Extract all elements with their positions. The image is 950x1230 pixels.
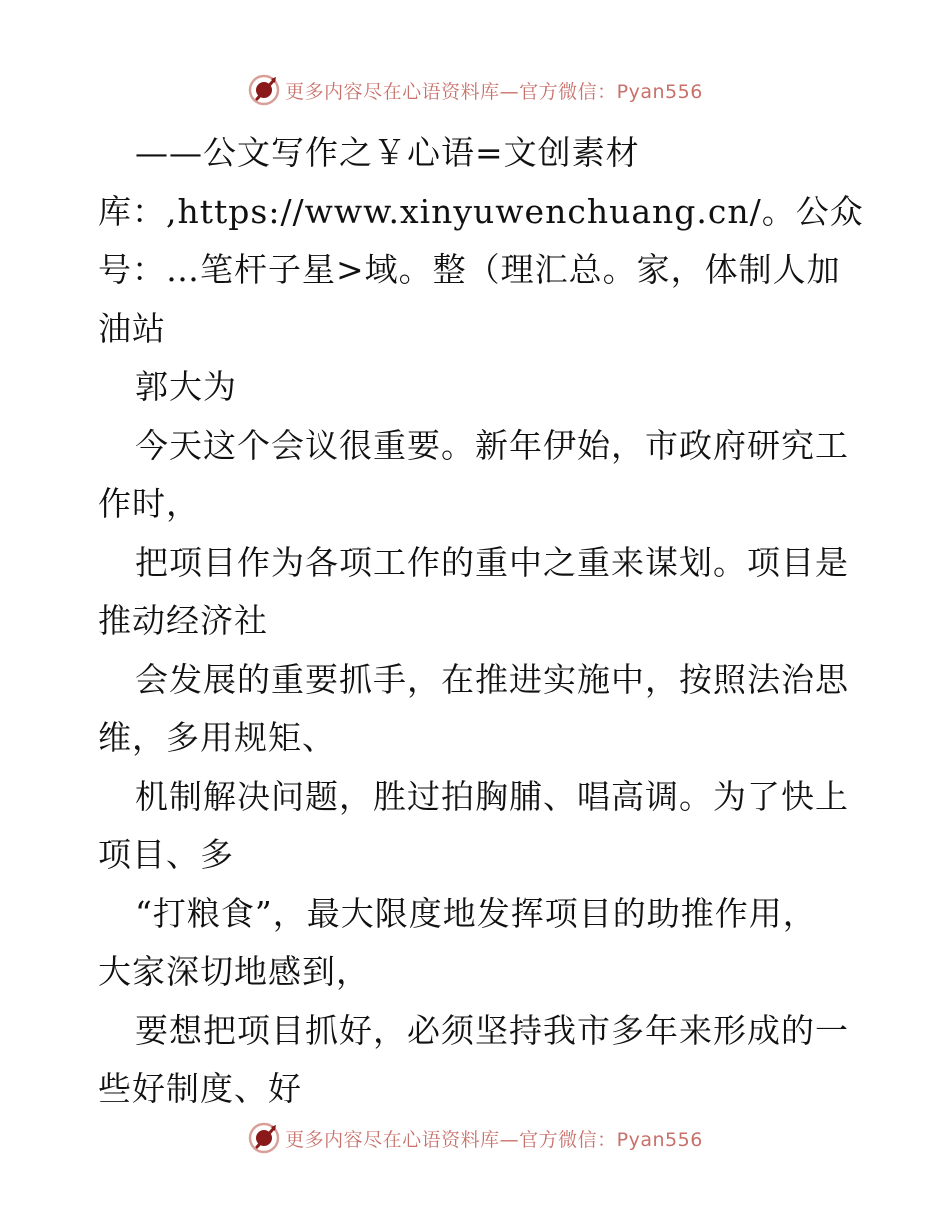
footer-banner-text: 更多内容尽在心语资料库—官方微信：Pyan556 [285,1128,703,1151]
text-line: 机制解决问题，胜过拍胸脯、唱高调。为了快上 [135,776,849,816]
text-line: 项目、多 [98,835,234,874]
document-body [98,124,864,1119]
text-line: 维，多用规矩、 [98,718,336,757]
text-line: 库：,https://www.xinyuwenchuang.cn/。公众 [98,191,864,231]
text-line: ——公文写作之￥心语=文创素材 [135,133,640,172]
author-name: 郭大为 [135,367,237,406]
text-line: “打粮食”，最大限度地发挥项目的助推作用， [135,893,817,933]
text-line: 把项目作为各项工作的重中之重来谋划。项目是 [135,542,849,582]
text-line: 会发展的重要抓手，在推进实施中，按照法治思 [135,659,849,699]
text-line: 号：…笔杆子星>域。整（理汇总。家，体制人加 [98,250,841,289]
text-line: 推动经济社 [98,601,268,640]
seal-logo-icon [247,1121,281,1155]
text-line: 今天这个会议很重要。新年伊始，市政府研究工 [135,425,849,465]
seal-logo-icon [247,73,281,107]
header-banner [0,70,950,110]
text-line: 些好制度、好 [98,1069,302,1108]
text-line: 作时， [98,484,200,523]
header-banner-text: 更多内容尽在心语资料库—官方微信：Pyan556 [285,80,703,103]
text-line: 大家深切地感到， [98,952,370,991]
footer-banner [0,1118,950,1158]
text-line: 油站 [98,308,166,348]
text-line: 要想把项目抓好，必须坚持我市多年来形成的一 [135,1010,849,1050]
